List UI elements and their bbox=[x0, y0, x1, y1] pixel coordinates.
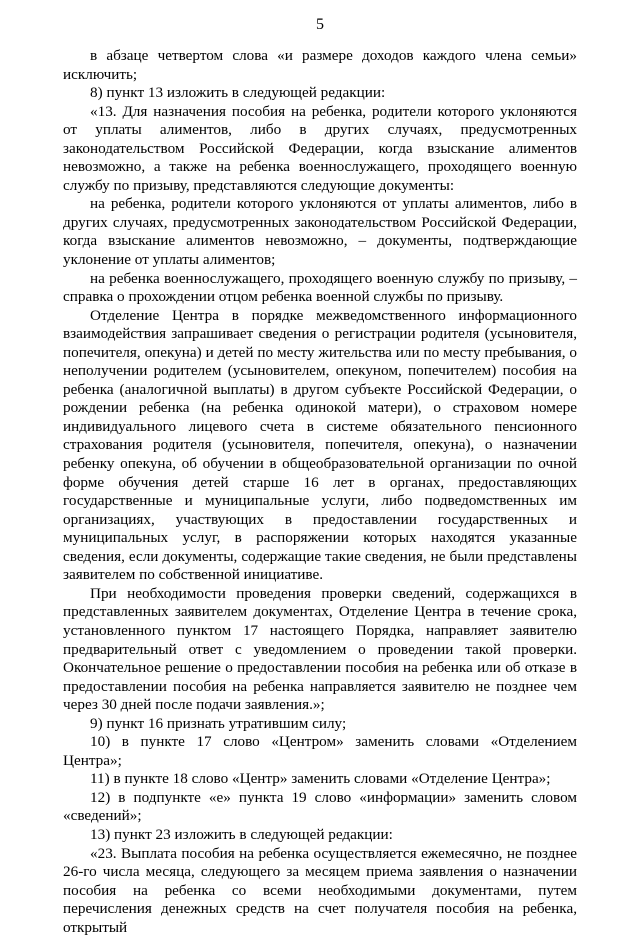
document-body bbox=[63, 47, 577, 937]
paragraph: 9) пункт 16 признать утратившим силу; bbox=[90, 714, 347, 732]
paragraph: Отделение Центра в порядке межведомственного информационного взаимодействия запрашивает сведения о регистрации родителя (усыновителя, попечителя, опекуна) и детей по месту жительства или по месту пребывания, о неполучении родителем (усыновителем, опекуном, попечителем) пособия на ребенка (аналогичной выплаты) в другом субъекте Российской Федерации, о рождении ребенка (на ребенка одинокой матери), о страховом номере индивидуального лицевого счета в системе обязательного пенсионного страхования родителя (усыновителя, попечителя, опекуна), о назначении ребенку опекуна, об обучении в общеобразовательной организации по очной форме обучения детей старше 16 лет в органах, предоставляющих государственные и муниципальные услуги, либо подведомственных им организациях, участвующих в предоставлении государственных и муниципальных услуг, в распоряжении которых находятся указанные сведения, если документы, содержащие такие сведения, не были представлены заявителем по собственной инициативе. bbox=[63, 306, 577, 584]
paragraph: 10) в пункте 17 слово «Центром» заменить словами «Отделением Центра»; bbox=[63, 733, 577, 769]
paragraph: 13) пункт 23 изложить в следующей редакции: bbox=[90, 825, 393, 843]
paragraph: «13. Для назначения пособия на ребенка, родители которого уклоняются от уплаты алиментов, либо в других случаях, предусмотренных законодательством Российской Федерации, когда взыскание алиментов невозможно, а также на ребенка военнослужащего, проходящего военную службу по призыву, представляются следующие документы: bbox=[63, 102, 577, 194]
paragraph: на ребенка военнослужащего, проходящего военную службу по призыву, – справка о прохождении отцом ребенка военной службы по призыву. bbox=[63, 269, 577, 306]
paragraph: «23. Выплата пособия на ребенка осуществляется ежемесячно, не позднее 26-го числа месяца, следующего за месяцем приема заявления о назначении пособия на ребенка со всеми необходимыми документами, путем перечисления денежных средств на счет получателя пособия на ребенка, открытый bbox=[63, 844, 577, 936]
paragraph: При необходимости проведения проверки сведений, содержащихся в представленных заявителем документах, Отделение Центра в течение срока, установленного пунктом 17 настоящего Порядка, направляет заявителю предварительный ответ с уведомлением о проведении такой проверки. Окончательное решение о предоставлении пособия на ребенка или об отказе в предоставлении пособия на ребенка направляется заявителю не позднее чем через 30 дней после подачи заявления.»; bbox=[63, 584, 577, 714]
paragraph: 8) пункт 13 изложить в следующей редакции: bbox=[90, 84, 386, 102]
paragraph: на ребенка, родители которого уклоняются от уплаты алиментов, либо в других случаях, предусмотренных законодательством Российской Федерации, когда взыскание алиментов невозможно, – документы, подтверждающие уклонение от уплаты алиментов; bbox=[63, 195, 577, 269]
paragraph: в абзаце четвертом слова «и размере доходов каждого члена семьи» исключить; bbox=[63, 47, 577, 83]
page-number: 5 bbox=[316, 16, 324, 33]
paragraph: 12) в подпункте «е» пункта 19 слово «информации» заменить словом «сведений»; bbox=[63, 788, 577, 825]
paragraph: 11) в пункте 18 слово «Центр» заменить словами «Отделение Центра»; bbox=[90, 770, 551, 788]
